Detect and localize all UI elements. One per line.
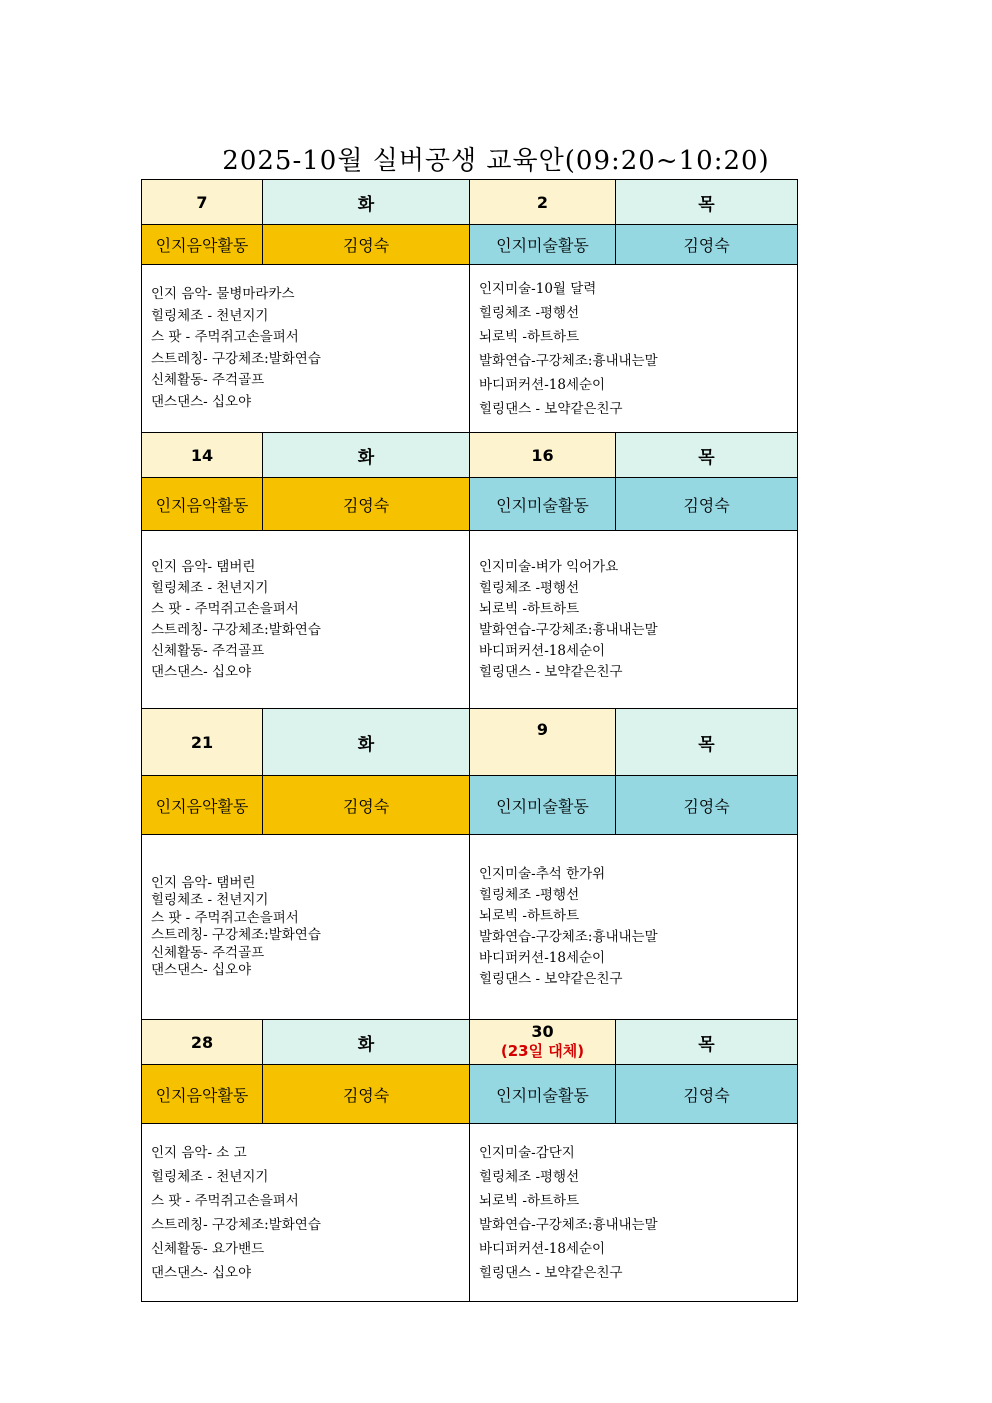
program-line: 바디퍼커션-18세순이: [479, 1240, 606, 1257]
tuesday-date: 14: [142, 433, 263, 478]
art-activity-label: 인지미술활동: [470, 225, 616, 265]
tuesday-day: 화: [263, 709, 470, 776]
content-row: [142, 835, 798, 1020]
music-teacher: 김영숙: [263, 776, 470, 835]
art-teacher: 김영숙: [616, 1065, 798, 1124]
tuesday-date: 7: [142, 180, 263, 225]
program-line: 힐링체조 - 천년지기: [151, 1168, 269, 1185]
program-line: 댄스댄스- 십오야: [151, 663, 252, 680]
thursday-day: 목: [616, 709, 798, 776]
art-teacher: 김영숙: [616, 776, 798, 835]
program-line: 인지 음악- 탬버린: [151, 558, 256, 575]
tuesday-day: 화: [263, 1020, 470, 1065]
program-line: 댄스댄스- 십오야: [151, 393, 252, 410]
program-line: 뇌로빅 -하트하트: [479, 908, 580, 924]
program-line: 힐링댄스 - 보약같은친구: [479, 971, 623, 987]
week-header-row: [142, 1020, 798, 1065]
week-header-row: [142, 180, 798, 225]
program-line: 힐링체조 -평행선: [479, 887, 580, 903]
program-line: 바디퍼커션-18세순이: [479, 950, 606, 966]
art-activity-label: 인지미술활동: [470, 776, 616, 835]
activity-row: [142, 478, 798, 531]
music-program-cell: [142, 835, 470, 1020]
music-teacher: 김영숙: [263, 225, 470, 265]
music-program-cell: [142, 531, 470, 709]
art-activity-label: 인지미술활동: [470, 478, 616, 531]
activity-row: [142, 776, 798, 835]
program-line: 힐링체조 - 천년지기: [151, 579, 269, 596]
program-line: 신체활동- 주걱골프: [151, 372, 265, 388]
program-line: 신체활동- 요가밴드: [151, 1240, 265, 1257]
art-program-cell: [470, 265, 798, 433]
music-activity-label: 인지음악활동: [142, 1065, 263, 1124]
program-line: 인지 음악- 소 고: [151, 1144, 247, 1161]
art-program-cell: [470, 531, 798, 709]
thursday-date-cell: [470, 433, 616, 478]
program-line: 발화연습-구강체조:흉내내는말: [479, 621, 658, 638]
music-activity-label: 인지음악활동: [142, 776, 263, 835]
program-line: 댄스댄스- 십오야: [151, 962, 252, 978]
art-activity-label: 인지미술활동: [470, 1065, 616, 1124]
thursday-date-cell: [470, 709, 616, 776]
content-row: [142, 1124, 798, 1302]
program-line: 뇌로빅 -하트하트: [479, 1192, 580, 1209]
content-row: [142, 531, 798, 709]
tuesday-date: 28: [142, 1020, 263, 1065]
substitute-note: (23일 대체): [500, 1042, 585, 1060]
program-line: 인지미술-10월 달력: [479, 280, 597, 297]
art-program-cell: [470, 835, 798, 1020]
program-line: 신체활동- 주걱골프: [151, 642, 265, 659]
program-line: 발화연습-구강체조:흉내내는말: [479, 929, 658, 945]
thursday-date: 30: [531, 1022, 554, 1041]
program-line: 바디퍼커션-18세순이: [479, 376, 606, 393]
activity-row: [142, 225, 798, 265]
program-line: 인지미술-감단지: [479, 1144, 575, 1161]
program-line: 인지미술-벼가 익어가요: [479, 558, 619, 575]
program-line: 인지 음악- 물병마라카스: [151, 286, 295, 302]
thursday-day: 목: [616, 433, 798, 478]
program-line: 댄스댄스- 십오야: [151, 1264, 252, 1281]
page-title: 2025-10월 실버공생 교육안(09:20~10:20): [222, 146, 770, 176]
thursday-day: 목: [616, 1020, 798, 1065]
music-activity-label: 인지음악활동: [142, 225, 263, 265]
program-line: 스 팟 - 주먹쥐고손을펴서: [151, 329, 299, 345]
music-activity-label: 인지음악활동: [142, 478, 263, 531]
program-line: 신체활동- 주걱골프: [151, 944, 265, 961]
program-line: 힐링댄스 - 보약같은친구: [479, 663, 623, 680]
music-program-cell: [142, 265, 470, 433]
program-line: 뇌로빅 -하트하트: [479, 600, 580, 617]
week-header-row: [142, 433, 798, 478]
thursday-date: 16: [531, 445, 554, 465]
program-line: 스 팟 - 주먹쥐고손을펴서: [151, 909, 299, 926]
activity-row: [142, 1065, 798, 1124]
program-line: 스 팟 - 주먹쥐고손을펴서: [151, 1192, 299, 1209]
tuesday-date: 21: [142, 709, 263, 776]
program-line: 발화연습-구강체조:흉내내는말: [479, 1216, 658, 1233]
week-header-row: [142, 709, 798, 776]
program-line: 힐링체조 - 천년지기: [151, 892, 269, 908]
program-line: 스트레칭- 구강체조:발화연습: [151, 621, 321, 638]
thursday-date: 2: [536, 192, 549, 212]
program-line: 인지미술-추석 한가위: [479, 866, 606, 882]
program-line: 힐링댄스 - 보약같은친구: [479, 400, 623, 417]
music-teacher: 김영숙: [263, 1065, 470, 1124]
art-teacher: 김영숙: [616, 478, 798, 531]
tuesday-day: 화: [263, 180, 470, 225]
content-row: [142, 265, 798, 433]
program-line: 힐링체조 -평행선: [479, 304, 580, 321]
music-program-cell: [142, 1124, 470, 1302]
program-line: 힐링댄스 - 보약같은친구: [479, 1264, 623, 1281]
schedule-table: [141, 179, 798, 1302]
thursday-date-cell: [470, 180, 616, 225]
thursday-date: 9: [536, 720, 549, 739]
tuesday-day: 화: [263, 433, 470, 478]
thursday-day: 목: [616, 180, 798, 225]
program-line: 인지 음악- 탬버린: [151, 874, 256, 891]
art-teacher: 김영숙: [616, 225, 798, 265]
program-line: 뇌로빅 -하트하트: [479, 328, 580, 345]
program-line: 발화연습-구강체조:흉내내는말: [479, 352, 658, 369]
art-program-cell: [470, 1124, 798, 1302]
program-line: 스 팟 - 주먹쥐고손을펴서: [151, 600, 299, 617]
music-teacher: 김영숙: [263, 478, 470, 531]
program-line: 힐링체조 -평행선: [479, 579, 580, 596]
program-line: 스트레칭- 구강체조:발화연습: [151, 350, 321, 367]
program-line: 힐링체조 -평행선: [479, 1168, 580, 1185]
thursday-date-cell: [470, 1020, 616, 1065]
program-line: 힐링체조 - 천년지기: [151, 307, 269, 324]
program-line: 스트레칭- 구강체조:발화연습: [151, 927, 321, 943]
program-line: 스트레칭- 구강체조:발화연습: [151, 1216, 321, 1233]
program-line: 바디퍼커션-18세순이: [479, 642, 606, 659]
